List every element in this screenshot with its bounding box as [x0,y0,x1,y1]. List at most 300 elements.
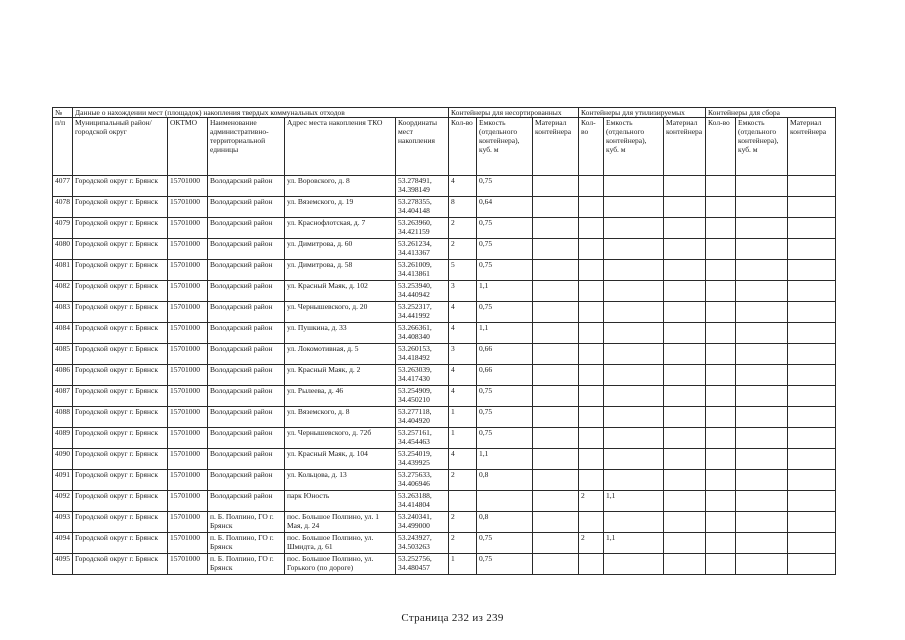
cell-rec-material [664,554,706,575]
cell-coords: 53.243927, 34.503263 [396,533,449,554]
group-location: Данные о нахождении мест (площадок) накопления твердых коммунальных отходов [73,108,449,118]
cell-mixed-material [533,281,579,302]
cell-rec-volume [604,470,664,491]
cell-municipality: Городской округ г. Брянск [73,407,168,428]
cell-sep-material [788,260,836,281]
cell-mixed-material [533,365,579,386]
cell-oktmo: 15701000 [168,470,208,491]
cell-mixed-count: 4 [449,449,477,470]
cell-rec-count [579,302,604,323]
cell-address: ул. Чернышевского, д. 20 [285,302,396,323]
cell-coords: 53.278355, 34.404148 [396,197,449,218]
cell-sep-count [706,302,736,323]
cell-sep-volume [736,470,788,491]
cell-address: ул. Краснофлотская, д. 7 [285,218,396,239]
cell-address: ул. Чернышевского, д. 72б [285,428,396,449]
cell-sep-volume [736,323,788,344]
cell-mixed-material [533,176,579,197]
cell-oktmo: 15701000 [168,512,208,533]
cell-sep-volume [736,218,788,239]
cell-municipality: Городской округ г. Брянск [73,449,168,470]
cell-no: 4090 [53,449,73,470]
cell-sep-volume [736,365,788,386]
cell-mixed-count: 2 [449,533,477,554]
cell-mixed-volume: 0,75 [477,428,533,449]
cell-territory: п. Б. Полпино, ГО г. Брянск [208,554,285,575]
cell-rec-count: 2 [579,533,604,554]
cell-no: 4094 [53,533,73,554]
cell-mixed-volume: 0,75 [477,239,533,260]
cell-mixed-material [533,407,579,428]
cell-mixed-volume: 0,75 [477,176,533,197]
cell-mixed-volume: 0,75 [477,533,533,554]
cell-rec-volume [604,365,664,386]
cell-territory: Володарский район [208,218,285,239]
cell-mixed-material [533,533,579,554]
cell-sep-material [788,302,836,323]
cell-no: 4085 [53,344,73,365]
cell-oktmo: 15701000 [168,197,208,218]
cell-no: 4095 [53,554,73,575]
cell-mixed-volume: 1,1 [477,323,533,344]
cell-oktmo: 15701000 [168,386,208,407]
cell-oktmo: 15701000 [168,428,208,449]
cell-territory: Володарский район [208,302,285,323]
cell-mixed-material [533,491,579,512]
cell-no: 4079 [53,218,73,239]
cell-mixed-count: 2 [449,470,477,491]
cell-mixed-material [533,512,579,533]
col-sep-count: Кол-во [706,118,736,176]
cell-sep-count [706,449,736,470]
cell-coords: 53.257161, 34.454463 [396,428,449,449]
cell-sep-material [788,428,836,449]
cell-coords: 53.277118, 34.404920 [396,407,449,428]
cell-sep-volume [736,281,788,302]
cell-address: пос. Большое Полпино, ул. Горького (по дороге) [285,554,396,575]
cell-coords: 53.263960, 34.421159 [396,218,449,239]
cell-mixed-count: 5 [449,260,477,281]
cell-mixed-volume: 0,75 [477,302,533,323]
cell-no: 4086 [53,365,73,386]
cell-mixed-material [533,554,579,575]
cell-rec-volume [604,239,664,260]
cell-rec-material [664,365,706,386]
cell-no: 4078 [53,197,73,218]
cell-rec-material [664,428,706,449]
cell-oktmo: 15701000 [168,281,208,302]
cell-municipality: Городской округ г. Брянск [73,470,168,491]
cell-no: 4087 [53,386,73,407]
cell-address: ул. Пушкина, д. 33 [285,323,396,344]
cell-territory: Володарский район [208,176,285,197]
cell-sep-count [706,470,736,491]
table-row [53,239,836,260]
cell-municipality: Городской округ г. Брянск [73,197,168,218]
cell-territory: п. Б. Полпино, ГО г. Брянск [208,533,285,554]
cell-sep-volume [736,239,788,260]
col-rec-material: Материал контейнера [664,118,706,176]
cell-mixed-count: 1 [449,554,477,575]
cell-oktmo: 15701000 [168,323,208,344]
cell-municipality: Городской округ г. Брянск [73,176,168,197]
col-sep-material: Материал контейнера [788,118,836,176]
cell-sep-count [706,491,736,512]
cell-territory: Володарский район [208,491,285,512]
cell-rec-volume [604,407,664,428]
cell-rec-count [579,365,604,386]
cell-rec-count [579,260,604,281]
cell-rec-count [579,218,604,239]
cell-oktmo: 15701000 [168,554,208,575]
cell-address: ул. Красный Маяк, д. 104 [285,449,396,470]
cell-mixed-count: 3 [449,281,477,302]
cell-rec-count [579,281,604,302]
cell-municipality: Городской округ г. Брянск [73,344,168,365]
cell-coords: 53.261234, 34.413367 [396,239,449,260]
cell-address: пос. Большое Полпино, ул. 1 Мая, д. 24 [285,512,396,533]
cell-coords: 53.261009, 34.413861 [396,260,449,281]
group-mixed: Контейнеры для несортированных [449,108,579,118]
cell-address: ул. Локомотивная, д. 5 [285,344,396,365]
cell-mixed-count [449,491,477,512]
cell-coords: 53.260153, 34.418492 [396,344,449,365]
cell-mixed-volume: 0,64 [477,197,533,218]
cell-mixed-material [533,302,579,323]
cell-sep-volume [736,533,788,554]
cell-rec-material [664,407,706,428]
cell-mixed-material [533,239,579,260]
cell-territory: Володарский район [208,407,285,428]
cell-mixed-count: 4 [449,176,477,197]
cell-territory: Володарский район [208,323,285,344]
cell-mixed-material [533,323,579,344]
cell-rec-material [664,470,706,491]
cell-rec-volume [604,554,664,575]
cell-oktmo: 15701000 [168,449,208,470]
cell-rec-count [579,407,604,428]
col-no: п/п [53,118,73,176]
cell-mixed-volume: 0,75 [477,260,533,281]
cell-rec-material [664,218,706,239]
cell-mixed-volume: 0,8 [477,470,533,491]
cell-mixed-volume: 1,1 [477,281,533,302]
table-row [53,260,836,281]
cell-rec-material [664,197,706,218]
table-row [53,512,836,533]
cell-territory: Володарский район [208,470,285,491]
table-row [53,449,836,470]
cell-rec-volume [604,323,664,344]
cell-oktmo: 15701000 [168,407,208,428]
cell-rec-count [579,197,604,218]
cell-no: 4089 [53,428,73,449]
cell-rec-volume [604,302,664,323]
table-row [53,554,836,575]
cell-territory: Володарский район [208,281,285,302]
cell-coords: 53.278491, 34.398149 [396,176,449,197]
cell-address: ул. Красный Маяк, д. 102 [285,281,396,302]
waste-sites-table [52,107,836,575]
cell-mixed-count: 4 [449,302,477,323]
cell-mixed-count: 3 [449,344,477,365]
cell-territory: Володарский район [208,365,285,386]
col-mixed-material: Материал контейнера [533,118,579,176]
cell-sep-material [788,512,836,533]
cell-rec-material [664,323,706,344]
table-row [53,281,836,302]
cell-sep-material [788,491,836,512]
cell-rec-material [664,512,706,533]
cell-sep-volume [736,344,788,365]
cell-oktmo: 15701000 [168,491,208,512]
cell-sep-count [706,281,736,302]
cell-sep-count [706,554,736,575]
cell-sep-count [706,323,736,344]
cell-territory: Володарский район [208,428,285,449]
col-sep-volume: Емкость (отдельного контейнера), куб. м [736,118,788,176]
cell-rec-material [664,260,706,281]
cell-sep-material [788,554,836,575]
table-header [53,108,836,176]
cell-mixed-material [533,197,579,218]
cell-municipality: Городской округ г. Брянск [73,386,168,407]
cell-no: 4080 [53,239,73,260]
group-header-row [53,108,836,118]
cell-rec-material [664,239,706,260]
cell-sep-material [788,197,836,218]
cell-sep-count [706,407,736,428]
col-mixed-count: Кол-во [449,118,477,176]
cell-mixed-volume: 0,8 [477,512,533,533]
page-number: Страница 232 из 239 [401,612,504,624]
cell-rec-count [579,449,604,470]
col-rec-volume: Емкость (отдельного контейнера), куб. м [604,118,664,176]
cell-rec-count [579,470,604,491]
cell-sep-volume [736,260,788,281]
cell-mixed-volume: 0,66 [477,365,533,386]
col-address: Адрес места накопления ТКО [285,118,396,176]
cell-mixed-volume: 1,1 [477,449,533,470]
cell-sep-material [788,365,836,386]
cell-oktmo: 15701000 [168,365,208,386]
cell-oktmo: 15701000 [168,344,208,365]
cell-mixed-count: 8 [449,197,477,218]
cell-mixed-volume: 0,75 [477,554,533,575]
cell-sep-material [788,218,836,239]
cell-rec-volume [604,176,664,197]
cell-mixed-count: 2 [449,512,477,533]
col-coords: Координаты мест накопления [396,118,449,176]
cell-sep-count [706,428,736,449]
table-row [53,491,836,512]
cell-rec-volume [604,218,664,239]
cell-address: ул. Воровского, д. 8 [285,176,396,197]
cell-rec-count [579,554,604,575]
cell-mixed-volume: 0,75 [477,407,533,428]
cell-mixed-count: 2 [449,239,477,260]
group-separate: Контейнеры для сбора [706,108,836,118]
cell-address: ул. Димитрова, д. 58 [285,260,396,281]
cell-address: ул. Красный Маяк, д. 2 [285,365,396,386]
table-row [53,323,836,344]
cell-rec-volume [604,197,664,218]
cell-municipality: Городской округ г. Брянск [73,428,168,449]
cell-mixed-material [533,386,579,407]
cell-municipality: Городской округ г. Брянск [73,260,168,281]
cell-mixed-count: 4 [449,386,477,407]
cell-address: парк Юность [285,491,396,512]
cell-coords: 53.266361, 34.408340 [396,323,449,344]
cell-municipality: Городской округ г. Брянск [73,302,168,323]
col-territory: Наименование административно-территориальной единицы [208,118,285,176]
cell-mixed-count: 1 [449,428,477,449]
cell-rec-material [664,344,706,365]
cell-municipality: Городской округ г. Брянск [73,533,168,554]
cell-sep-count [706,218,736,239]
cell-rec-count [579,512,604,533]
cell-coords: 53.252317, 34.441992 [396,302,449,323]
cell-rec-count [579,428,604,449]
cell-no: 4084 [53,323,73,344]
table-body [53,176,836,575]
cell-municipality: Городской округ г. Брянск [73,554,168,575]
cell-coords: 53.252756, 34.480457 [396,554,449,575]
cell-no: 4082 [53,281,73,302]
cell-no: 4091 [53,470,73,491]
cell-sep-material [788,176,836,197]
cell-oktmo: 15701000 [168,533,208,554]
cell-mixed-material [533,344,579,365]
cell-mixed-count: 1 [449,407,477,428]
cell-sep-volume [736,386,788,407]
cell-rec-volume [604,260,664,281]
cell-mixed-material [533,470,579,491]
cell-mixed-material [533,260,579,281]
cell-territory: Володарский район [208,344,285,365]
col-oktmo: ОКТМО [168,118,208,176]
table-row [53,218,836,239]
cell-mixed-volume: 0,75 [477,386,533,407]
cell-oktmo: 15701000 [168,239,208,260]
cell-coords: 53.240341, 34.499000 [396,512,449,533]
cell-coords: 53.275633, 34.406946 [396,470,449,491]
cell-mixed-material [533,428,579,449]
cell-coords: 53.254019, 34.439925 [396,449,449,470]
cell-rec-volume [604,428,664,449]
table-row [53,428,836,449]
cell-address: ул. Кольцова, д. 13 [285,470,396,491]
cell-no: 4092 [53,491,73,512]
cell-no: 4093 [53,512,73,533]
cell-municipality: Городской округ г. Брянск [73,239,168,260]
table-row [53,197,836,218]
cell-territory: Володарский район [208,386,285,407]
cell-coords: 53.254909, 34.450210 [396,386,449,407]
cell-territory: Володарский район [208,239,285,260]
cell-rec-count [579,323,604,344]
cell-oktmo: 15701000 [168,176,208,197]
cell-territory: п. Б. Полпино, ГО г. Брянск [208,512,285,533]
table-row [53,302,836,323]
cell-sep-volume [736,302,788,323]
col-rec-count: Кол-во [579,118,604,176]
cell-rec-material [664,176,706,197]
cell-rec-volume [604,386,664,407]
cell-sep-count [706,197,736,218]
cell-rec-count: 2 [579,491,604,512]
cell-sep-material [788,386,836,407]
table-row [53,176,836,197]
cell-rec-volume [604,449,664,470]
cell-coords: 53.253940, 34.440942 [396,281,449,302]
cell-address: ул. Рылеева, д. 46 [285,386,396,407]
cell-rec-count [579,239,604,260]
cell-rec-count [579,386,604,407]
cell-coords: 53.263188, 34.414804 [396,491,449,512]
cell-sep-material [788,344,836,365]
table-row [53,407,836,428]
cell-rec-volume: 1,1 [604,533,664,554]
cell-municipality: Городской округ г. Брянск [73,218,168,239]
cell-rec-volume [604,281,664,302]
cell-rec-material [664,533,706,554]
cell-rec-material [664,281,706,302]
cell-rec-volume: 1,1 [604,491,664,512]
cell-sep-count [706,386,736,407]
cell-sep-count [706,365,736,386]
cell-territory: Володарский район [208,197,285,218]
cell-municipality: Городской округ г. Брянск [73,323,168,344]
cell-sep-material [788,281,836,302]
cell-sep-count [706,512,736,533]
cell-address: ул. Димитрова, д. 60 [285,239,396,260]
cell-sep-count [706,239,736,260]
group-no: № [53,108,73,118]
cell-territory: Володарский район [208,449,285,470]
cell-rec-count [579,344,604,365]
cell-rec-material [664,386,706,407]
cell-sep-material [788,239,836,260]
cell-rec-count [579,176,604,197]
cell-sep-material [788,533,836,554]
cell-no: 4081 [53,260,73,281]
cell-municipality: Городской округ г. Брянск [73,281,168,302]
cell-sep-material [788,323,836,344]
cell-rec-volume [604,512,664,533]
cell-sep-count [706,176,736,197]
table-row [53,344,836,365]
col-municipality: Муниципальный район/городской округ [73,118,168,176]
cell-mixed-count: 4 [449,365,477,386]
cell-coords: 53.263039, 34.417430 [396,365,449,386]
table-row [53,386,836,407]
cell-rec-volume [604,344,664,365]
cell-sep-material [788,407,836,428]
cell-mixed-material [533,449,579,470]
cell-municipality: Городской округ г. Брянск [73,365,168,386]
table-row [53,533,836,554]
cell-rec-material [664,491,706,512]
cell-sep-volume [736,449,788,470]
cell-sep-volume [736,197,788,218]
cell-sep-count [706,344,736,365]
cell-mixed-volume: 0,75 [477,218,533,239]
cell-sep-volume [736,554,788,575]
cell-municipality: Городской округ г. Брянск [73,512,168,533]
column-header-row [53,118,836,176]
cell-sep-volume [736,512,788,533]
